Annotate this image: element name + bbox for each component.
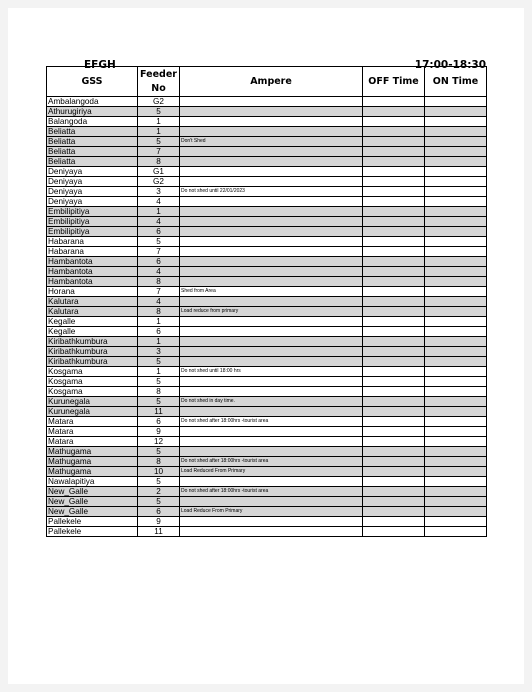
gss-cell: Kalutara bbox=[47, 297, 138, 307]
feeder-no-cell: 5 bbox=[138, 107, 180, 117]
column-header-on-time: ON Time bbox=[425, 67, 487, 97]
feeder-no-cell: 5 bbox=[138, 397, 180, 407]
off-time-cell bbox=[363, 517, 425, 527]
ampere-cell bbox=[180, 197, 363, 207]
ampere-cell bbox=[180, 337, 363, 347]
on-time-cell bbox=[425, 127, 487, 137]
table-row bbox=[47, 207, 487, 217]
table-row bbox=[47, 457, 487, 467]
off-time-cell bbox=[363, 187, 425, 197]
feeder-no-cell: 6 bbox=[138, 507, 180, 517]
gss-cell: Mathugama bbox=[47, 457, 138, 467]
ampere-cell bbox=[180, 157, 363, 167]
on-time-cell bbox=[425, 407, 487, 417]
on-time-cell bbox=[425, 307, 487, 317]
table-row bbox=[47, 167, 487, 177]
ampere-cell: Do not shed until 18:00 hrs bbox=[180, 367, 363, 377]
feeder-no-cell: 8 bbox=[138, 157, 180, 167]
feeder-no-cell: 5 bbox=[138, 357, 180, 367]
on-time-cell bbox=[425, 247, 487, 257]
feeder-no-cell: 7 bbox=[138, 147, 180, 157]
feeder-no-cell: 5 bbox=[138, 377, 180, 387]
on-time-cell bbox=[425, 237, 487, 247]
gss-cell: Kegalle bbox=[47, 317, 138, 327]
off-time-cell bbox=[363, 387, 425, 397]
ampere-cell: Shed from Area bbox=[180, 287, 363, 297]
ampere-cell: Do not shed in day time. bbox=[180, 397, 363, 407]
feeder-no-cell: G1 bbox=[138, 167, 180, 177]
on-time-cell bbox=[425, 107, 487, 117]
table-row bbox=[47, 507, 487, 517]
off-time-cell bbox=[363, 117, 425, 127]
table-row bbox=[47, 447, 487, 457]
gss-cell: Embilipitiya bbox=[47, 217, 138, 227]
off-time-cell bbox=[363, 177, 425, 187]
gss-cell: Ambalangoda bbox=[47, 97, 138, 107]
off-time-cell bbox=[363, 127, 425, 137]
ampere-cell bbox=[180, 177, 363, 187]
ampere-cell: Load Reduce From Primary bbox=[180, 507, 363, 517]
table-row bbox=[47, 337, 487, 347]
feeder-no-cell: 1 bbox=[138, 337, 180, 347]
on-time-cell bbox=[425, 507, 487, 517]
feeder-no-cell: 10 bbox=[138, 467, 180, 477]
off-time-cell bbox=[363, 437, 425, 447]
table-row bbox=[47, 427, 487, 437]
on-time-cell bbox=[425, 437, 487, 447]
on-time-cell bbox=[425, 397, 487, 407]
table-row bbox=[47, 117, 487, 127]
gss-cell: Kiribathkumbura bbox=[47, 357, 138, 367]
feeder-no-cell: 4 bbox=[138, 267, 180, 277]
gss-cell: Balangoda bbox=[47, 117, 138, 127]
feeder-no-cell: 3 bbox=[138, 347, 180, 357]
feeder-no-cell: 4 bbox=[138, 217, 180, 227]
gss-cell: Hambantota bbox=[47, 267, 138, 277]
gss-cell: Horana bbox=[47, 287, 138, 297]
off-time-cell bbox=[363, 197, 425, 207]
off-time-cell bbox=[363, 337, 425, 347]
ampere-cell bbox=[180, 217, 363, 227]
on-time-cell bbox=[425, 447, 487, 457]
ampere-cell bbox=[180, 497, 363, 507]
feeder-no-cell: 8 bbox=[138, 307, 180, 317]
on-time-cell bbox=[425, 97, 487, 107]
off-time-cell bbox=[363, 377, 425, 387]
ampere-cell bbox=[180, 247, 363, 257]
off-time-cell bbox=[363, 457, 425, 467]
gss-cell: Mathugama bbox=[47, 467, 138, 477]
off-time-cell bbox=[363, 137, 425, 147]
table-row bbox=[47, 347, 487, 357]
gss-cell: Kegalle bbox=[47, 327, 138, 337]
gss-cell: Deniyaya bbox=[47, 167, 138, 177]
off-time-cell bbox=[363, 257, 425, 267]
feeder-no-cell: 5 bbox=[138, 447, 180, 457]
feeder-no-cell: 6 bbox=[138, 227, 180, 237]
on-time-cell bbox=[425, 477, 487, 487]
off-time-cell bbox=[363, 357, 425, 367]
off-time-cell bbox=[363, 297, 425, 307]
ampere-cell bbox=[180, 147, 363, 157]
feeder-no-cell: 6 bbox=[138, 417, 180, 427]
gss-cell: New_Galle bbox=[47, 507, 138, 517]
feeder-no-cell: G2 bbox=[138, 177, 180, 187]
ampere-cell bbox=[180, 127, 363, 137]
ampere-cell: Load reduce from primary bbox=[180, 307, 363, 317]
table-row bbox=[47, 437, 487, 447]
gss-cell: Hambantota bbox=[47, 257, 138, 267]
table-row bbox=[47, 107, 487, 117]
off-time-cell bbox=[363, 217, 425, 227]
table-row bbox=[47, 307, 487, 317]
feeder-no-cell: 5 bbox=[138, 237, 180, 247]
feeder-no-cell: 8 bbox=[138, 387, 180, 397]
feeder-no-cell: 8 bbox=[138, 277, 180, 287]
table-row bbox=[47, 317, 487, 327]
off-time-cell bbox=[363, 287, 425, 297]
ampere-cell bbox=[180, 427, 363, 437]
gss-cell: Pallekele bbox=[47, 517, 138, 527]
time-window: 17:00-18:30 bbox=[414, 59, 486, 71]
ampere-cell bbox=[180, 317, 363, 327]
table-row bbox=[47, 487, 487, 497]
off-time-cell bbox=[363, 107, 425, 117]
ampere-cell bbox=[180, 527, 363, 537]
feeder-no-cell: 3 bbox=[138, 187, 180, 197]
off-time-cell bbox=[363, 277, 425, 287]
ampere-cell bbox=[180, 357, 363, 367]
feeder-no-cell: 11 bbox=[138, 527, 180, 537]
gss-cell: Mathugama bbox=[47, 447, 138, 457]
ampere-cell: Do not shed until 22/01/2023 bbox=[180, 187, 363, 197]
table-row bbox=[47, 147, 487, 157]
feeder-no-cell: 1 bbox=[138, 207, 180, 217]
on-time-cell bbox=[425, 207, 487, 217]
on-time-cell bbox=[425, 417, 487, 427]
on-time-cell bbox=[425, 427, 487, 437]
gss-cell: Kosgama bbox=[47, 387, 138, 397]
on-time-cell bbox=[425, 527, 487, 537]
off-time-cell bbox=[363, 97, 425, 107]
table-row bbox=[47, 327, 487, 337]
on-time-cell bbox=[425, 357, 487, 367]
off-time-cell bbox=[363, 507, 425, 517]
ampere-cell: Don't Shed bbox=[180, 137, 363, 147]
gss-cell: Kosgama bbox=[47, 377, 138, 387]
feeder-no-cell: 5 bbox=[138, 497, 180, 507]
feeder-no-cell: 9 bbox=[138, 517, 180, 527]
ampere-cell bbox=[180, 97, 363, 107]
gss-cell: Pallekele bbox=[47, 527, 138, 537]
table-row bbox=[47, 387, 487, 397]
feeder-no-cell: 1 bbox=[138, 367, 180, 377]
ampere-cell bbox=[180, 107, 363, 117]
off-time-cell bbox=[363, 157, 425, 167]
off-time-cell bbox=[363, 347, 425, 357]
on-time-cell bbox=[425, 167, 487, 177]
feeder-no-cell: 11 bbox=[138, 407, 180, 417]
on-time-cell bbox=[425, 217, 487, 227]
on-time-cell bbox=[425, 517, 487, 527]
table-row bbox=[47, 417, 487, 427]
gss-cell: Kurunegala bbox=[47, 407, 138, 417]
off-time-cell bbox=[363, 527, 425, 537]
ampere-cell bbox=[180, 387, 363, 397]
table-row bbox=[47, 127, 487, 137]
ampere-cell: Load Reduced From Primary bbox=[180, 467, 363, 477]
feeder-no-cell: 12 bbox=[138, 437, 180, 447]
table-row bbox=[47, 287, 487, 297]
off-time-cell bbox=[363, 307, 425, 317]
off-time-cell bbox=[363, 167, 425, 177]
off-time-cell bbox=[363, 247, 425, 257]
on-time-cell bbox=[425, 347, 487, 357]
on-time-cell bbox=[425, 117, 487, 127]
gss-cell: Deniyaya bbox=[47, 177, 138, 187]
on-time-cell bbox=[425, 267, 487, 277]
table-row bbox=[47, 277, 487, 287]
gss-cell: Kurunegala bbox=[47, 397, 138, 407]
off-time-cell bbox=[363, 397, 425, 407]
gss-cell: Hambantota bbox=[47, 277, 138, 287]
ampere-cell bbox=[180, 117, 363, 127]
on-time-cell bbox=[425, 227, 487, 237]
feeder-no-cell: G2 bbox=[138, 97, 180, 107]
feeder-no-cell: 8 bbox=[138, 457, 180, 467]
ampere-cell bbox=[180, 257, 363, 267]
gss-cell: Beliatta bbox=[47, 157, 138, 167]
on-time-cell bbox=[425, 377, 487, 387]
on-time-cell bbox=[425, 197, 487, 207]
off-time-cell bbox=[363, 317, 425, 327]
on-time-cell bbox=[425, 457, 487, 467]
off-time-cell bbox=[363, 467, 425, 477]
feeder-no-cell: 5 bbox=[138, 137, 180, 147]
ampere-cell bbox=[180, 297, 363, 307]
gss-cell: Athurugiriya bbox=[47, 107, 138, 117]
ampere-cell bbox=[180, 237, 363, 247]
table-body bbox=[47, 97, 487, 537]
gss-cell: Kalutara bbox=[47, 307, 138, 317]
on-time-cell bbox=[425, 487, 487, 497]
ampere-cell bbox=[180, 517, 363, 527]
on-time-cell bbox=[425, 467, 487, 477]
off-time-cell bbox=[363, 477, 425, 487]
table-row bbox=[47, 217, 487, 227]
on-time-cell bbox=[425, 317, 487, 327]
ampere-cell bbox=[180, 447, 363, 457]
table-row bbox=[47, 137, 487, 147]
column-header-off-time: OFF Time bbox=[363, 67, 425, 97]
off-time-cell bbox=[363, 267, 425, 277]
gss-cell: Deniyaya bbox=[47, 187, 138, 197]
feeder-no-cell: 7 bbox=[138, 247, 180, 257]
gss-cell: Deniyaya bbox=[47, 197, 138, 207]
table-row bbox=[47, 467, 487, 477]
feeder-no-cell: 2 bbox=[138, 487, 180, 497]
gss-cell: Kiribathkumbura bbox=[47, 337, 138, 347]
ampere-cell: Do not shed after 18:00hrs -tourist area bbox=[180, 487, 363, 497]
off-time-cell bbox=[363, 207, 425, 217]
table-header-row bbox=[47, 67, 487, 97]
on-time-cell bbox=[425, 387, 487, 397]
gss-cell: Matara bbox=[47, 437, 138, 447]
gss-cell: Habarana bbox=[47, 247, 138, 257]
on-time-cell bbox=[425, 287, 487, 297]
on-time-cell bbox=[425, 177, 487, 187]
table-row bbox=[47, 227, 487, 237]
table-row bbox=[47, 477, 487, 487]
gss-cell: Matara bbox=[47, 427, 138, 437]
table-row bbox=[47, 517, 487, 527]
gss-cell: Matara bbox=[47, 417, 138, 427]
ampere-cell: Do not shed after 18:00hrs -tourist area bbox=[180, 417, 363, 427]
table-row bbox=[47, 237, 487, 247]
off-time-cell bbox=[363, 417, 425, 427]
gss-cell: Kiribathkumbura bbox=[47, 347, 138, 357]
ampere-cell: Do not shed after 18:00hrs -tourist area bbox=[180, 457, 363, 467]
off-time-cell bbox=[363, 407, 425, 417]
off-time-cell bbox=[363, 327, 425, 337]
on-time-cell bbox=[425, 277, 487, 287]
off-time-cell bbox=[363, 237, 425, 247]
feeder-no-cell: 6 bbox=[138, 257, 180, 267]
on-time-cell bbox=[425, 257, 487, 267]
ampere-cell bbox=[180, 347, 363, 357]
table-row bbox=[47, 197, 487, 207]
off-time-cell bbox=[363, 227, 425, 237]
gss-cell: Beliatta bbox=[47, 137, 138, 147]
table-row bbox=[47, 157, 487, 167]
ampere-cell bbox=[180, 377, 363, 387]
gss-cell: New_Galle bbox=[47, 487, 138, 497]
table-row bbox=[47, 97, 487, 107]
on-time-cell bbox=[425, 157, 487, 167]
table-row bbox=[47, 297, 487, 307]
ampere-cell bbox=[180, 227, 363, 237]
on-time-cell bbox=[425, 337, 487, 347]
gss-cell: New_Galle bbox=[47, 497, 138, 507]
gss-cell: Beliatta bbox=[47, 127, 138, 137]
off-time-cell bbox=[363, 367, 425, 377]
on-time-cell bbox=[425, 497, 487, 507]
column-header-gss: GSS bbox=[47, 67, 138, 97]
table-row bbox=[47, 497, 487, 507]
ampere-cell bbox=[180, 207, 363, 217]
off-time-cell bbox=[363, 427, 425, 437]
ampere-cell bbox=[180, 477, 363, 487]
table-row bbox=[47, 377, 487, 387]
ampere-cell bbox=[180, 267, 363, 277]
ampere-cell bbox=[180, 327, 363, 337]
table-row bbox=[47, 357, 487, 367]
off-time-cell bbox=[363, 447, 425, 457]
on-time-cell bbox=[425, 297, 487, 307]
table-row bbox=[47, 177, 487, 187]
off-time-cell bbox=[363, 487, 425, 497]
table-row bbox=[47, 527, 487, 537]
off-time-cell bbox=[363, 497, 425, 507]
feeder-schedule-table bbox=[46, 66, 487, 537]
feeder-no-cell: 1 bbox=[138, 317, 180, 327]
table-row bbox=[47, 267, 487, 277]
feeder-no-cell: 6 bbox=[138, 327, 180, 337]
gss-cell: Habarana bbox=[47, 237, 138, 247]
feeder-no-cell: 9 bbox=[138, 427, 180, 437]
on-time-cell bbox=[425, 327, 487, 337]
gss-cell: Embilipitiya bbox=[47, 227, 138, 237]
feeder-no-cell: 4 bbox=[138, 197, 180, 207]
ampere-cell bbox=[180, 437, 363, 447]
on-time-cell bbox=[425, 137, 487, 147]
on-time-cell bbox=[425, 187, 487, 197]
gss-cell: Nawalapitiya bbox=[47, 477, 138, 487]
gss-cell: Kosgama bbox=[47, 367, 138, 377]
on-time-cell bbox=[425, 147, 487, 157]
on-time-cell bbox=[425, 367, 487, 377]
group-label: EFGH bbox=[84, 59, 116, 71]
table-row bbox=[47, 257, 487, 267]
feeder-no-cell: 7 bbox=[138, 287, 180, 297]
gss-cell: Beliatta bbox=[47, 147, 138, 157]
feeder-no-cell: 1 bbox=[138, 127, 180, 137]
ampere-cell bbox=[180, 407, 363, 417]
ampere-cell bbox=[180, 277, 363, 287]
ampere-cell bbox=[180, 167, 363, 177]
table-row bbox=[47, 247, 487, 257]
feeder-no-cell: 5 bbox=[138, 477, 180, 487]
table-row bbox=[47, 187, 487, 197]
table-row bbox=[47, 407, 487, 417]
column-header-ampere: Ampere bbox=[180, 67, 363, 97]
feeder-no-cell: 1 bbox=[138, 117, 180, 127]
gss-cell: Embilipitiya bbox=[47, 207, 138, 217]
table-row bbox=[47, 397, 487, 407]
column-header-feeder-no: Feeder No bbox=[138, 67, 180, 97]
feeder-no-cell: 4 bbox=[138, 297, 180, 307]
table-row bbox=[47, 367, 487, 377]
off-time-cell bbox=[363, 147, 425, 157]
